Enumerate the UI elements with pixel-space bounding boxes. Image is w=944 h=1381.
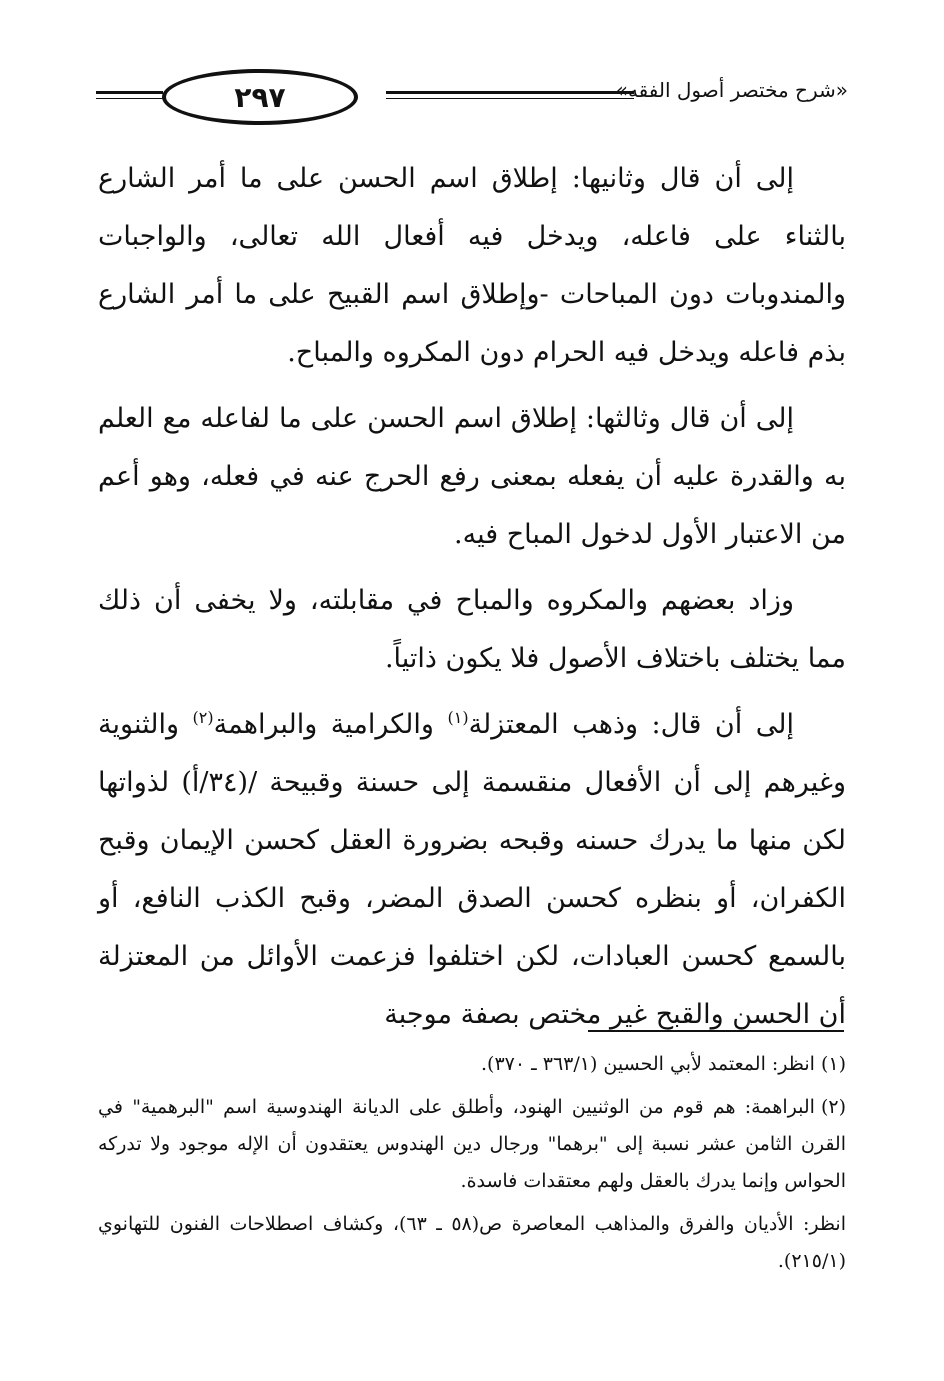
paragraph-text: والكرامية والبراهمة [213, 709, 448, 740]
footnote-number: (٢) [820, 1096, 846, 1118]
footnote-separator [588, 1030, 844, 1032]
footnote [98, 1046, 846, 1083]
footnote-text: البراهمة: هم قوم من الوثنيين الهنود، وأطلق على الديانة الهندوسية اسم "البرهمية" في القرن الثامن عشر نسبة إلى "برهما" ورجال دين الهندوس يعتقدون أن الإله موجود ولا تدركه الحواس وإنما يدرك بالعقل ولهم معتقدات فاسدة. [98, 1096, 846, 1192]
running-title: «شرح مختصر أصول الفقه» [615, 78, 848, 102]
footnote-number: (١) [820, 1053, 846, 1075]
page-header [96, 62, 848, 132]
footnotes [98, 1046, 846, 1286]
paragraph: إلى أن قال وثالثها: إطلاق اسم الحسن على ما لفاعله مع العلم به والقدرة عليه أن يفعله بمعنى رفع الحرج عنه في فعله، وهو أعم من الاعتبار الأول لدخول المباح فيه. [98, 403, 846, 550]
main-text [98, 150, 846, 1052]
footnote-ref-2[interactable]: (٢) [192, 708, 214, 727]
header-rule-left [96, 91, 163, 99]
footnote-ref-1[interactable]: (١) [447, 708, 469, 727]
page-number: ٢٩٧ [162, 69, 358, 125]
footnote-continuation [98, 1206, 846, 1280]
paragraph-text: والثنوية وغيرهم إلى أن الأفعال منقسمة إلى حسنة وقبيحة /(٣٤/أ) لذواتها لكن منها ما يدرك حسنه وقبحه بضرورة العقل كحسن الإيمان وقبح الكفران، أو بنظره كحسن الصدق المضر، وقبح الكذب النافع، أو بالسمع كحسن العبادات، لكن اختلفوا فزعمت الأوائل من المعتزلة أن الحسن والقبح غير مختص بصفة موجبة [98, 709, 847, 1030]
footnote [98, 1089, 846, 1200]
paragraph-text: إلى أن قال: وذهب المعتزلة [468, 709, 794, 740]
paragraph-with-footnote-refs [98, 696, 846, 1044]
paragraph: إلى أن قال وثانيها: إطلاق اسم الحسن على ما أمر الشارع بالثناء على فاعله، ويدخل فيه أفعال الله تعالى، والواجبات والمندوبات دون المباحات -وإطلاق اسم القبيح على ما أمر الشارع بذم فاعله ويدخل فيه الحرام دون المكروه والمباح. [98, 163, 846, 368]
footnote-text: انظر: الأديان والفرق والمذاهب المعاصرة ص(٥٨ ـ ٦٣)، وكشاف اصطلاحات الفنون للتهانوي (٢١٥/١). [98, 1213, 846, 1272]
header-rule-right [386, 91, 634, 99]
paragraph: وزاد بعضهم والمكروه والمباح في مقابلته، ولا يخفى أن ذلك مما يختلف باختلاف الأصول فلا يكون ذاتياً. [98, 585, 846, 674]
footnote-text: انظر: المعتمد لأبي الحسين (٣٦٣/١ ـ ٣٧٠). [481, 1053, 815, 1075]
